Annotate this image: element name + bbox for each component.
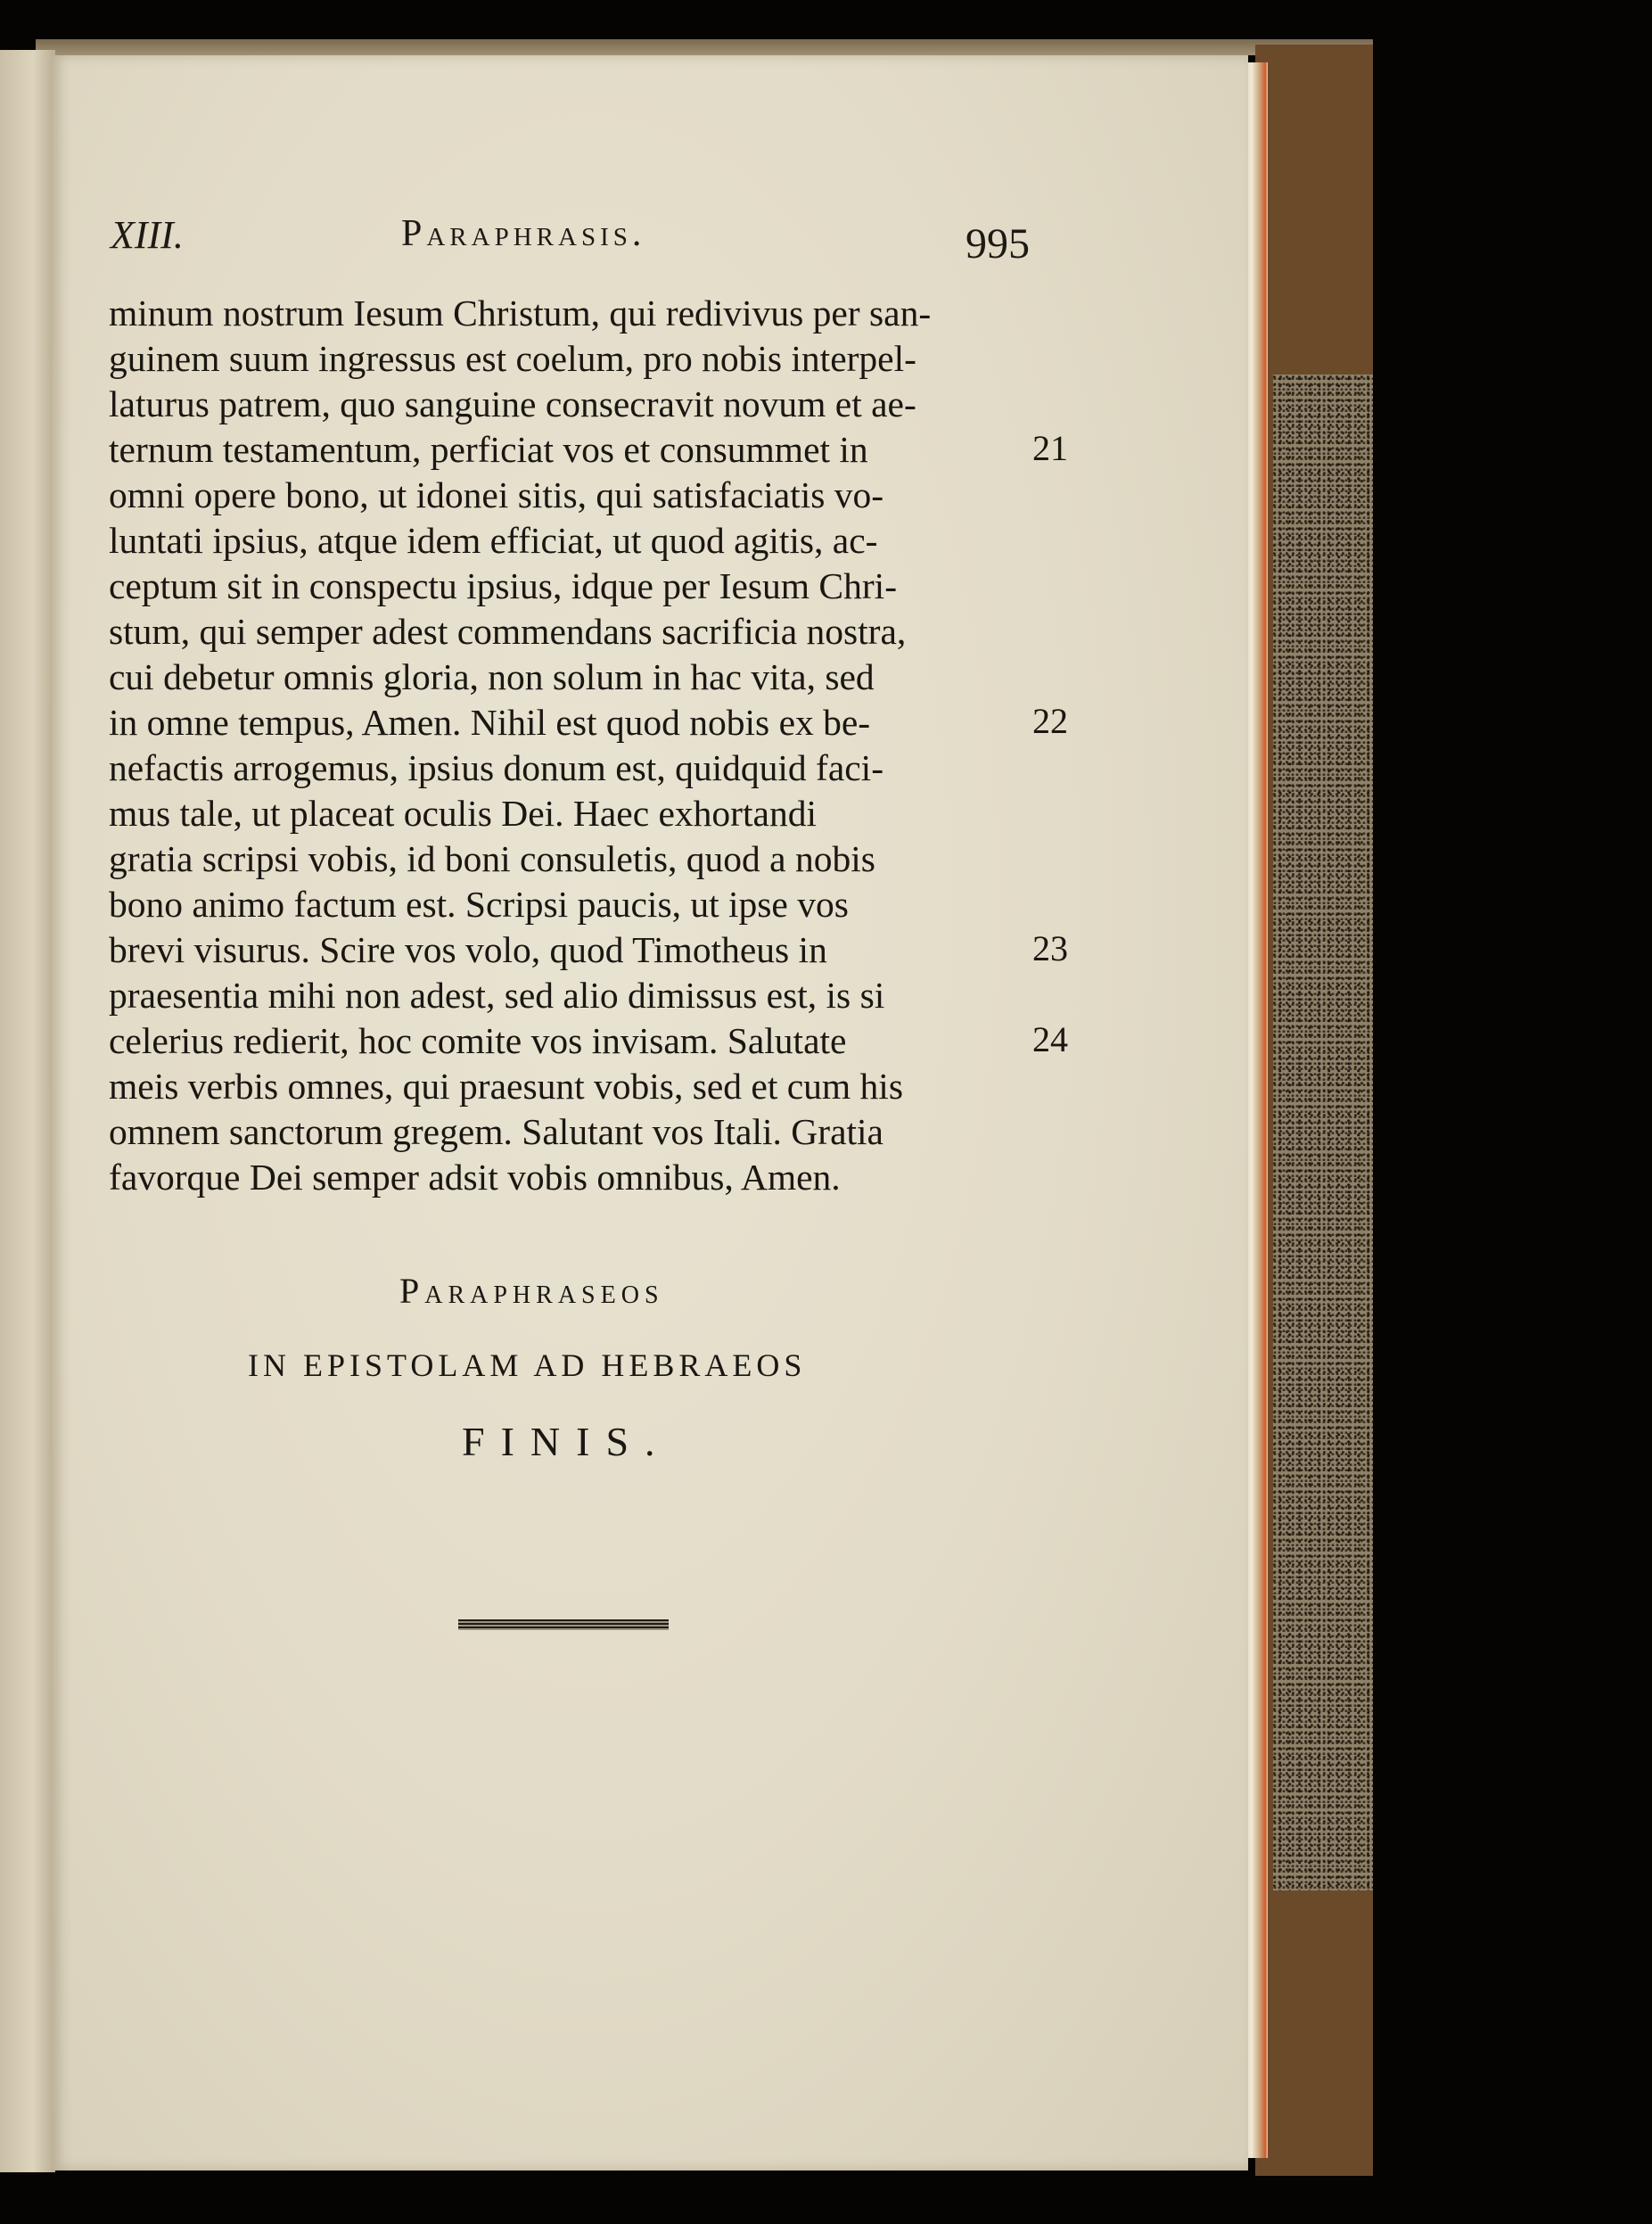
verse-number: 24 — [1032, 1019, 1068, 1059]
text-line: favorque Dei semper adsit vobis omnibus, Amen. — [109, 1157, 841, 1198]
text-line: in omne tempus, Amen. Nihil est quod nobis ex be- — [109, 702, 871, 743]
verse-number: 21 — [1032, 428, 1068, 468]
colophon-finis: FINIS. — [462, 1419, 671, 1464]
facing-page-edge — [0, 50, 55, 2172]
text-line: minum nostrum Iesum Christum, qui redivivus per san- — [109, 292, 932, 334]
text-line: brevi visurus. Scire vos volo, quod Timotheus in — [109, 929, 827, 970]
text-line: gratia scripsi vobis, id boni consuletis, quod a nobis — [109, 838, 875, 879]
text-line: praesentia mihi non adest, sed alio dimissus est, is si — [109, 975, 885, 1016]
text-line: ceptum sit in conspectu ipsius, idque per Iesum Chri- — [109, 565, 898, 606]
text-line: luntati ipsius, atque idem efficiat, ut quod agitis, ac- — [109, 520, 878, 561]
text-line: ternum testamentum, perficiat vos et consummet in — [109, 429, 868, 470]
verse-number: 22 — [1032, 701, 1068, 741]
chapter-number: XIII. — [111, 213, 184, 257]
book-page — [52, 55, 1248, 2170]
decorative-rule — [458, 1619, 669, 1630]
text-line: laturus patrem, quo sanguine consecravit novum et ae- — [109, 383, 916, 424]
text-line: celerius redierit, hoc comite vos invisam. Salutate — [109, 1020, 847, 1061]
text-line: bono animo factum est. Scripsi paucis, ut ipse vos — [109, 884, 849, 925]
text-line: omnem sanctorum gregem. Salutant vos Itali. Gratia — [109, 1111, 884, 1152]
running-head — [52, 212, 1248, 266]
page-number: 995 — [966, 220, 1030, 268]
text-line: omni opere bono, ut idonei sitis, qui satisfaciatis vo- — [109, 474, 884, 515]
verse-number: 23 — [1032, 928, 1068, 968]
text-line: mus tale, ut placeat oculis Dei. Haec exhortandi — [109, 793, 817, 834]
running-title: Paraphrasis. — [401, 213, 646, 254]
text-line: guinem suum ingressus est coelum, pro nobis interpel- — [109, 338, 916, 379]
body-text — [109, 291, 1098, 1200]
colophon-subtitle: IN EPISTOLAM AD HEBRAEOS — [248, 1347, 807, 1383]
text-line: nefactis arrogemus, ipsius donum est, quidquid faci- — [109, 747, 884, 788]
book-top-edge — [36, 39, 1373, 55]
colophon-title: Paraphraseos — [399, 1271, 664, 1311]
text-line: cui debetur omnis gloria, non solum in hac vita, sed — [109, 656, 875, 697]
text-line: meis verbis omnes, qui praesunt vobis, sed et cum his — [109, 1066, 903, 1107]
text-line: stum, qui semper adest commendans sacrificia nostra, — [109, 611, 907, 652]
speckled-page-edges — [1273, 375, 1373, 1890]
